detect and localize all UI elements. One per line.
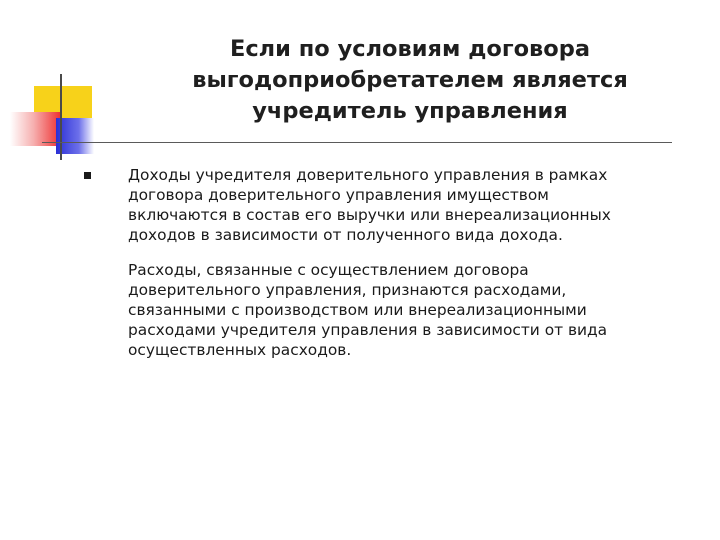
logo-vertical-line [60, 74, 62, 160]
title-line-2: выгодоприобретателем является [192, 67, 628, 93]
paragraph-2-line-3: связанными с производством или внереализационными [128, 301, 587, 319]
title-divider-line [42, 142, 672, 143]
paragraph-2-line-5: осуществленных расходов. [128, 341, 352, 359]
slide-title [140, 34, 680, 127]
paragraph-1-line-4: доходов в зависимости от полученного вида дохода. [128, 226, 563, 244]
paragraph-income [128, 165, 688, 245]
bullet-square-icon [84, 172, 91, 179]
paragraph-expenses [128, 260, 688, 360]
paragraph-2-line-4: расходами учредителя управления в зависимости от вида [128, 321, 608, 339]
paragraph-1-line-1: Доходы учредителя доверительного управления в рамках [128, 166, 608, 184]
paragraph-2-line-2: доверительного управления, признаются расходами, [128, 281, 567, 299]
paragraph-1-line-3: включаются в состав его выручки или внереализационных [128, 206, 611, 224]
paragraph-2-line-1: Расходы, связанные с осуществлением договора [128, 261, 529, 279]
title-line-1: Если по условиям договора [229, 36, 591, 62]
logo-red-bar [10, 112, 62, 146]
paragraph-1-line-2: договора доверительного управления имуществом [128, 186, 549, 204]
title-line-3: учредитель управления [252, 98, 568, 124]
